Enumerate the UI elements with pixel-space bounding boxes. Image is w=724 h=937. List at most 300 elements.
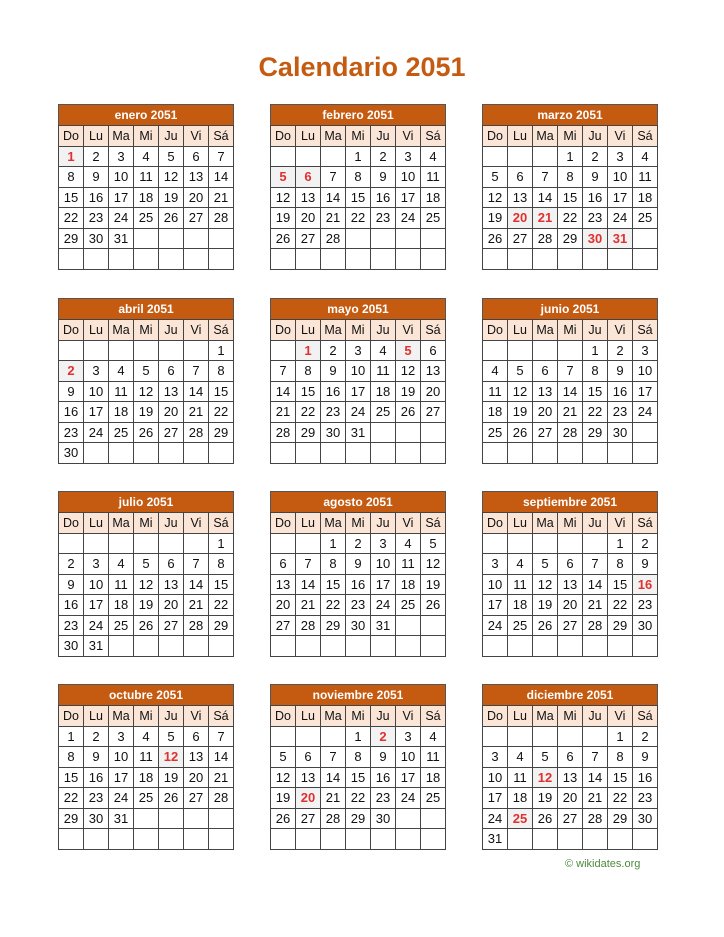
month-block	[270, 298, 446, 464]
day-cell: 17	[109, 767, 134, 788]
day-cell: 3	[396, 146, 421, 167]
day-cell: 2	[84, 146, 109, 167]
holiday-cell: 25	[508, 808, 533, 829]
day-cell: 5	[483, 167, 508, 188]
week-row	[59, 574, 234, 595]
week-row	[59, 533, 234, 554]
weekday-row	[483, 706, 658, 727]
day-cell: 8	[608, 554, 633, 575]
empty-cell	[134, 636, 159, 657]
day-cell: 7	[209, 146, 234, 167]
empty-cell	[321, 146, 346, 167]
day-cell: 10	[396, 167, 421, 188]
day-cell: 19	[134, 402, 159, 423]
week-row	[483, 636, 658, 657]
weekday-label: Ma	[109, 320, 134, 341]
day-cell: 20	[184, 187, 209, 208]
month-header: marzo 2051	[482, 104, 658, 125]
month-table	[58, 512, 234, 657]
day-cell: 29	[209, 615, 234, 636]
day-cell: 23	[633, 788, 658, 809]
weekday-label: Mi	[558, 320, 583, 341]
empty-cell	[396, 443, 421, 464]
day-cell: 27	[421, 402, 446, 423]
day-cell: 26	[533, 615, 558, 636]
empty-cell	[321, 829, 346, 850]
empty-cell	[184, 249, 209, 270]
day-cell: 12	[533, 574, 558, 595]
week-row	[271, 808, 446, 829]
empty-cell	[533, 533, 558, 554]
day-cell: 10	[396, 747, 421, 768]
day-cell: 14	[321, 767, 346, 788]
holiday-cell: 21	[533, 208, 558, 229]
day-cell: 27	[184, 208, 209, 229]
empty-cell	[421, 228, 446, 249]
weekday-label: Ju	[371, 706, 396, 727]
day-cell: 30	[608, 422, 633, 443]
day-cell: 5	[533, 554, 558, 575]
day-cell: 25	[508, 615, 533, 636]
month-header: abril 2051	[58, 298, 234, 319]
day-cell: 19	[396, 381, 421, 402]
day-cell: 21	[583, 788, 608, 809]
day-cell: 6	[533, 361, 558, 382]
weekday-label: Sá	[633, 513, 658, 534]
day-cell: 6	[421, 340, 446, 361]
empty-cell	[184, 228, 209, 249]
day-cell: 24	[483, 808, 508, 829]
day-cell: 10	[483, 767, 508, 788]
weekday-label: Sá	[633, 320, 658, 341]
empty-cell	[84, 443, 109, 464]
day-cell: 19	[271, 208, 296, 229]
day-cell: 7	[583, 554, 608, 575]
empty-cell	[533, 636, 558, 657]
day-cell: 23	[59, 615, 84, 636]
month-block	[58, 104, 234, 270]
day-cell: 27	[508, 228, 533, 249]
week-row	[483, 381, 658, 402]
weekday-row	[59, 706, 234, 727]
day-cell: 21	[271, 402, 296, 423]
day-cell: 4	[508, 554, 533, 575]
day-cell: 31	[109, 808, 134, 829]
month-header: diciembre 2051	[482, 684, 658, 705]
holiday-cell: 2	[371, 726, 396, 747]
empty-cell	[159, 228, 184, 249]
empty-cell	[159, 249, 184, 270]
day-cell: 7	[271, 361, 296, 382]
empty-cell	[346, 228, 371, 249]
day-cell: 9	[321, 361, 346, 382]
day-cell: 23	[633, 595, 658, 616]
day-cell: 13	[508, 187, 533, 208]
week-row	[483, 187, 658, 208]
week-row	[483, 167, 658, 188]
empty-cell	[396, 249, 421, 270]
weekday-label: Do	[483, 513, 508, 534]
empty-cell	[483, 443, 508, 464]
empty-cell	[371, 636, 396, 657]
day-cell: 9	[59, 381, 84, 402]
week-row	[271, 402, 446, 423]
empty-cell	[483, 146, 508, 167]
month-table	[482, 512, 658, 657]
day-cell: 27	[159, 422, 184, 443]
week-row	[271, 788, 446, 809]
day-cell: 28	[533, 228, 558, 249]
day-cell: 8	[209, 554, 234, 575]
day-cell: 1	[558, 146, 583, 167]
weekday-row	[59, 320, 234, 341]
day-cell: 11	[371, 361, 396, 382]
day-cell: 4	[371, 340, 396, 361]
month-block	[270, 491, 446, 657]
weekday-label: Vi	[396, 126, 421, 147]
day-cell: 19	[421, 574, 446, 595]
day-cell: 18	[633, 187, 658, 208]
day-cell: 8	[59, 167, 84, 188]
day-cell: 21	[321, 788, 346, 809]
holiday-cell: 12	[533, 767, 558, 788]
empty-cell	[134, 533, 159, 554]
day-cell: 25	[421, 788, 446, 809]
day-cell: 11	[134, 747, 159, 768]
day-cell: 21	[209, 767, 234, 788]
week-row	[271, 595, 446, 616]
weekday-label: Sá	[209, 320, 234, 341]
weekday-label: Ju	[583, 706, 608, 727]
day-cell: 14	[533, 187, 558, 208]
day-cell: 1	[209, 340, 234, 361]
month-header: noviembre 2051	[270, 684, 446, 705]
week-row	[271, 146, 446, 167]
empty-cell	[209, 249, 234, 270]
month-header: junio 2051	[482, 298, 658, 319]
empty-cell	[184, 533, 209, 554]
day-cell: 18	[508, 595, 533, 616]
day-cell: 5	[508, 361, 533, 382]
day-cell: 7	[184, 361, 209, 382]
day-cell: 4	[421, 726, 446, 747]
day-cell: 16	[59, 595, 84, 616]
day-cell: 15	[583, 381, 608, 402]
empty-cell	[608, 249, 633, 270]
day-cell: 3	[84, 554, 109, 575]
empty-cell	[109, 249, 134, 270]
day-cell: 20	[533, 402, 558, 423]
weekday-label: Do	[483, 320, 508, 341]
day-cell: 14	[583, 574, 608, 595]
day-cell: 10	[483, 574, 508, 595]
empty-cell	[583, 443, 608, 464]
day-cell: 8	[346, 167, 371, 188]
empty-cell	[508, 829, 533, 850]
day-cell: 22	[209, 402, 234, 423]
day-cell: 23	[583, 208, 608, 229]
weekday-row	[483, 513, 658, 534]
week-row	[59, 747, 234, 768]
week-row	[483, 228, 658, 249]
empty-cell	[396, 615, 421, 636]
month-block	[58, 298, 234, 464]
day-cell: 17	[396, 187, 421, 208]
day-cell: 14	[271, 381, 296, 402]
empty-cell	[271, 636, 296, 657]
week-row	[271, 381, 446, 402]
empty-cell	[159, 443, 184, 464]
weekday-label: Do	[271, 513, 296, 534]
footer-credit: © wikidates.org	[565, 858, 641, 870]
day-cell: 28	[184, 422, 209, 443]
empty-cell	[271, 726, 296, 747]
day-cell: 28	[321, 228, 346, 249]
day-cell: 31	[84, 636, 109, 657]
week-row	[483, 808, 658, 829]
day-cell: 16	[371, 767, 396, 788]
weekday-label: Ma	[533, 126, 558, 147]
week-row	[59, 402, 234, 423]
weekday-label: Ju	[371, 513, 396, 534]
day-cell: 22	[59, 788, 84, 809]
day-cell: 23	[84, 208, 109, 229]
week-row	[59, 788, 234, 809]
empty-cell	[109, 443, 134, 464]
month-block	[270, 104, 446, 270]
week-row	[271, 422, 446, 443]
weekday-label: Mi	[134, 126, 159, 147]
day-cell: 2	[583, 146, 608, 167]
day-cell: 19	[508, 402, 533, 423]
day-cell: 8	[321, 554, 346, 575]
day-cell: 9	[84, 167, 109, 188]
day-cell: 30	[346, 615, 371, 636]
day-cell: 27	[296, 228, 321, 249]
week-row	[483, 249, 658, 270]
day-cell: 2	[84, 726, 109, 747]
empty-cell	[184, 636, 209, 657]
week-row	[59, 554, 234, 575]
weekday-label: Ju	[159, 320, 184, 341]
holiday-cell: 5	[271, 167, 296, 188]
day-cell: 17	[633, 381, 658, 402]
day-cell: 26	[159, 208, 184, 229]
empty-cell	[396, 422, 421, 443]
day-cell: 5	[421, 533, 446, 554]
day-cell: 17	[84, 402, 109, 423]
day-cell: 26	[159, 788, 184, 809]
weekday-label: Do	[483, 706, 508, 727]
empty-cell	[159, 533, 184, 554]
weekday-label: Mi	[558, 126, 583, 147]
day-cell: 28	[209, 788, 234, 809]
day-cell: 6	[558, 554, 583, 575]
week-row	[59, 767, 234, 788]
day-cell: 27	[558, 615, 583, 636]
weekday-label: Vi	[396, 513, 421, 534]
day-cell: 28	[184, 615, 209, 636]
weekday-label: Mi	[346, 706, 371, 727]
day-cell: 17	[608, 187, 633, 208]
weekday-label: Ju	[159, 706, 184, 727]
day-cell: 1	[608, 726, 633, 747]
day-cell: 21	[321, 208, 346, 229]
empty-cell	[134, 808, 159, 829]
weekday-row	[271, 513, 446, 534]
empty-cell	[533, 340, 558, 361]
day-cell: 17	[84, 595, 109, 616]
day-cell: 23	[59, 422, 84, 443]
holiday-cell: 12	[159, 747, 184, 768]
weekday-label: Lu	[508, 320, 533, 341]
day-cell: 12	[271, 187, 296, 208]
day-cell: 30	[59, 636, 84, 657]
day-cell: 22	[608, 595, 633, 616]
weekday-label: Ju	[159, 513, 184, 534]
empty-cell	[134, 249, 159, 270]
day-cell: 24	[109, 788, 134, 809]
weekday-label: Mi	[558, 513, 583, 534]
month-header: septiembre 2051	[482, 491, 658, 512]
day-cell: 24	[346, 402, 371, 423]
day-cell: 20	[558, 595, 583, 616]
day-cell: 15	[59, 187, 84, 208]
week-row	[59, 443, 234, 464]
empty-cell	[533, 146, 558, 167]
day-cell: 14	[296, 574, 321, 595]
weekday-label: Ma	[533, 706, 558, 727]
day-cell: 9	[371, 167, 396, 188]
week-row	[59, 208, 234, 229]
day-cell: 13	[184, 167, 209, 188]
week-row	[271, 228, 446, 249]
weekday-label: Vi	[396, 706, 421, 727]
day-cell: 29	[608, 808, 633, 829]
day-cell: 20	[159, 402, 184, 423]
week-row	[271, 249, 446, 270]
empty-cell	[84, 533, 109, 554]
day-cell: 19	[533, 788, 558, 809]
day-cell: 22	[346, 208, 371, 229]
month-header: febrero 2051	[270, 104, 446, 125]
empty-cell	[371, 249, 396, 270]
day-cell: 15	[59, 767, 84, 788]
empty-cell	[346, 829, 371, 850]
day-cell: 9	[346, 554, 371, 575]
day-cell: 3	[109, 146, 134, 167]
day-cell: 29	[321, 615, 346, 636]
day-cell: 8	[296, 361, 321, 382]
day-cell: 1	[209, 533, 234, 554]
empty-cell	[533, 443, 558, 464]
day-cell: 18	[421, 767, 446, 788]
day-cell: 7	[558, 361, 583, 382]
day-cell: 6	[271, 554, 296, 575]
day-cell: 2	[633, 533, 658, 554]
day-cell: 30	[84, 808, 109, 829]
day-cell: 25	[396, 595, 421, 616]
day-cell: 7	[583, 747, 608, 768]
day-cell: 28	[296, 615, 321, 636]
day-cell: 7	[296, 554, 321, 575]
day-cell: 18	[371, 381, 396, 402]
day-cell: 4	[134, 146, 159, 167]
day-cell: 15	[608, 574, 633, 595]
empty-cell	[109, 829, 134, 850]
day-cell: 9	[371, 747, 396, 768]
day-cell: 31	[371, 615, 396, 636]
day-cell: 27	[159, 615, 184, 636]
weekday-label: Lu	[296, 513, 321, 534]
empty-cell	[508, 249, 533, 270]
empty-cell	[134, 228, 159, 249]
day-cell: 28	[558, 422, 583, 443]
day-cell: 9	[633, 747, 658, 768]
weekday-label: Ju	[371, 320, 396, 341]
day-cell: 2	[59, 554, 84, 575]
week-row	[271, 361, 446, 382]
empty-cell	[159, 808, 184, 829]
week-row	[483, 402, 658, 423]
week-row	[59, 829, 234, 850]
day-cell: 21	[209, 187, 234, 208]
empty-cell	[508, 146, 533, 167]
day-cell: 29	[558, 228, 583, 249]
day-cell: 5	[134, 361, 159, 382]
day-cell: 23	[371, 208, 396, 229]
empty-cell	[134, 829, 159, 850]
day-cell: 13	[421, 361, 446, 382]
empty-cell	[508, 443, 533, 464]
weekday-label: Sá	[421, 513, 446, 534]
week-row	[483, 788, 658, 809]
day-cell: 11	[483, 381, 508, 402]
weekday-label: Vi	[608, 320, 633, 341]
weekday-label: Do	[59, 126, 84, 147]
week-row	[271, 208, 446, 229]
week-row	[483, 574, 658, 595]
day-cell: 9	[633, 554, 658, 575]
empty-cell	[483, 249, 508, 270]
empty-cell	[371, 228, 396, 249]
day-cell: 1	[346, 146, 371, 167]
empty-cell	[421, 249, 446, 270]
day-cell: 26	[271, 808, 296, 829]
empty-cell	[508, 726, 533, 747]
day-cell: 21	[184, 402, 209, 423]
empty-cell	[421, 636, 446, 657]
day-cell: 15	[346, 767, 371, 788]
day-cell: 20	[271, 595, 296, 616]
day-cell: 8	[59, 747, 84, 768]
day-cell: 4	[396, 533, 421, 554]
empty-cell	[371, 443, 396, 464]
day-cell: 28	[321, 808, 346, 829]
day-cell: 23	[346, 595, 371, 616]
weekday-label: Lu	[84, 513, 109, 534]
day-cell: 11	[109, 574, 134, 595]
day-cell: 30	[84, 228, 109, 249]
weekday-label: Lu	[296, 320, 321, 341]
empty-cell	[346, 636, 371, 657]
week-row	[59, 167, 234, 188]
day-cell: 9	[608, 361, 633, 382]
day-cell: 31	[109, 228, 134, 249]
empty-cell	[209, 808, 234, 829]
weekday-label: Lu	[84, 706, 109, 727]
day-cell: 13	[296, 767, 321, 788]
